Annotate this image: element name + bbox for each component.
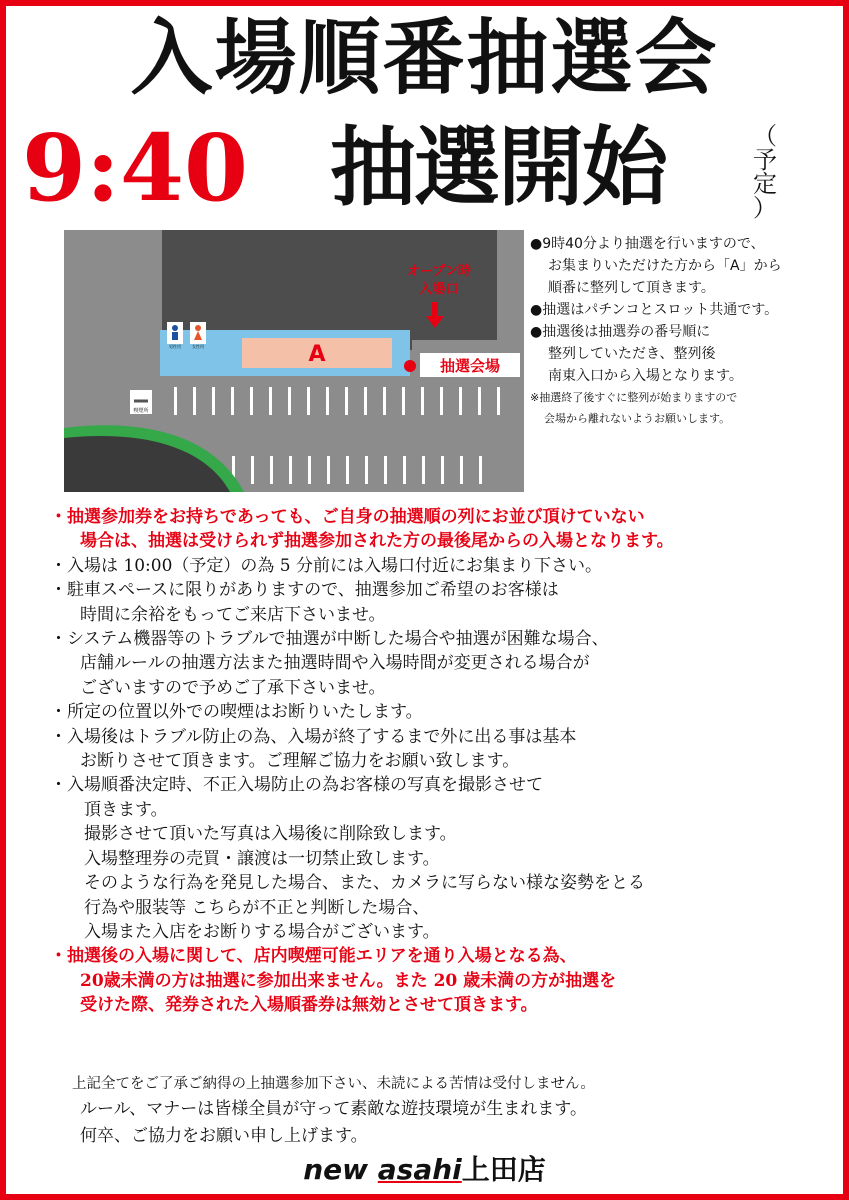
parking-stall-line (459, 387, 462, 415)
svg-text:入場口: 入場口 (419, 282, 459, 297)
closing-notes: 上記全てをご了承ご納得の上抽選参加下さい、未読による苦情は受付しません。 ルール、マナーは皆様全員が守って素敵な遊技環境が生まれます。 何卒、ご協力をお願い申し上げます。 (72, 1076, 595, 1146)
venue-marker-icon (404, 360, 416, 372)
parking-stall-line (346, 456, 349, 484)
parking-stall-line (326, 387, 329, 415)
rule-item: ・システム機器等のトラブルで抽選が中断した場合や抽選が困難な場合、 (50, 629, 609, 650)
lottery-start-label: 抽選開始 (330, 117, 666, 218)
parking-stall-line (270, 456, 273, 484)
rule-item: ・入場は 10:00（予定）の為 5 分前には入場口付近にお集まり下さい。 (50, 555, 603, 576)
parking-stall-line (269, 387, 272, 415)
parking-stall-line (250, 387, 253, 415)
rule-item: ・抽選後の入場に関して、店内喫煙可能エリアを通り入場となる為、 (50, 946, 577, 967)
parking-stall-line (327, 456, 330, 484)
svg-text:男性用: 男性用 (169, 344, 181, 349)
parking-stall-line (212, 387, 215, 415)
parking-stall-line (422, 456, 425, 484)
venue-map (64, 230, 524, 492)
parking-stall-line (460, 456, 463, 484)
parking-stall-line (364, 387, 367, 415)
svg-text:女性用: 女性用 (192, 344, 204, 349)
parking-stall-line (421, 387, 424, 415)
rules-list: ・抽選参加券をお持ちであっても、ご自身の抽選順の列にお並び頂けていない 場合は、抽選は受けられず抽選参加された方の最後尾からの入場となります。 ・入場は 10:00（予定）の為 5 分前には入場口付近にお集まり下さい。 ・駐車スペースに限りがありますので、抽選参加ご希望のお客様は 時間に余裕をもってご来店下さいませ。 ・システム機器等のトラブルで抽選が中断した場合や抽選が困難な場合、 店舗ルールの抽選方法また抽選時間や入場時間が変更される場合が ございますので予めご了承下さいませ。 ・所定の位置以外での喫煙はお断りいたします。 ・入場後はトラブル防止の為、入場が終了するまで外に出る事は基本 お断りさせて頂きます。ご理解ご協力をお願い致します。 ・入場順番決定時、不正入場防止の為お客様の写真を撮影させて 頂きます。 撮影させて頂いた写真は入場後に削除致します。 入場整理券の売買・譲渡は一切禁止致します。 そのような行為を発見した場合、また、カメラに写らない様な姿勢をとる 行為や服装等 こちらが不正と判断した場合、 入場また入店をお断りする場合がございます。 ・抽選後の入場に関して、店内喫煙可能エリアを通り入場となる為、 20歳未満の方は抽選に参加出来ません。また 20 歳未満の方が抽選を 受けた際、発券された入場順番券は無効とさせて頂きます。 (50, 505, 840, 1018)
tentative-note: （ 予 定 ） (753, 122, 777, 222)
rule-item: ・駐車スペースに限りがありますので、抽選参加ご希望のお客様は (50, 580, 559, 601)
parking-stall-line (441, 456, 444, 484)
lottery-info: ●9時40分より抽選を行いますので、 お集まりいただけた方から「A」から 順番に整列して頂きます。 ●抽選はパチンコとスロット共通です。 ●抽選後は抽選券の番号順に 整列していただき、整列後 南東入口から入場となります。 ※抽選終了後すぐに整列が始まりますので 会場から離れないようお願いします。 (530, 236, 782, 425)
parking-stall-line (345, 387, 348, 415)
parking-stall-line (251, 456, 254, 484)
parking-stall-line (479, 456, 482, 484)
parking-stall-line (403, 456, 406, 484)
parking-stall-line (384, 456, 387, 484)
rule-item: ・入場順番決定時、不正入場防止の為お客様の写真を撮影させて (50, 775, 543, 796)
parking-stall-line (289, 456, 292, 484)
parking-stall-line (365, 456, 368, 484)
parking-stall-line (402, 387, 405, 415)
store-logo: new asahi上田店 (303, 1153, 546, 1186)
parking-stall-line (288, 387, 291, 415)
entrance-arrow-icon (432, 302, 438, 316)
poster-title: 入場順番抽選会 (130, 10, 719, 106)
svg-text:喫煙所: 喫煙所 (133, 408, 149, 414)
rule-item: ・抽選参加券をお持ちであっても、ご自身の抽選順の列にお並び頂けていない (50, 507, 645, 527)
area-a-label: A (308, 342, 326, 367)
entrance-label: オープン時 (407, 264, 471, 279)
lottery-time: 9:40 (22, 114, 249, 222)
parking-stall-line (307, 387, 310, 415)
parking-stall-line (440, 387, 443, 415)
rule-item: ・所定の位置以外での喫煙はお断りいたします。 (50, 702, 423, 723)
parking-stall-line (478, 387, 481, 415)
parking-stall-line (231, 387, 234, 415)
parking-stall-line (497, 387, 500, 415)
rule-item: ・入場後はトラブル防止の為、入場が終了するまで外に出る事は基本 (50, 726, 577, 747)
venue-label: 抽選会場 (439, 357, 501, 375)
parking-stall-line (193, 387, 196, 415)
parking-stall-line (308, 456, 311, 484)
parking-stall-line (383, 387, 386, 415)
parking-stall-line (174, 387, 177, 415)
